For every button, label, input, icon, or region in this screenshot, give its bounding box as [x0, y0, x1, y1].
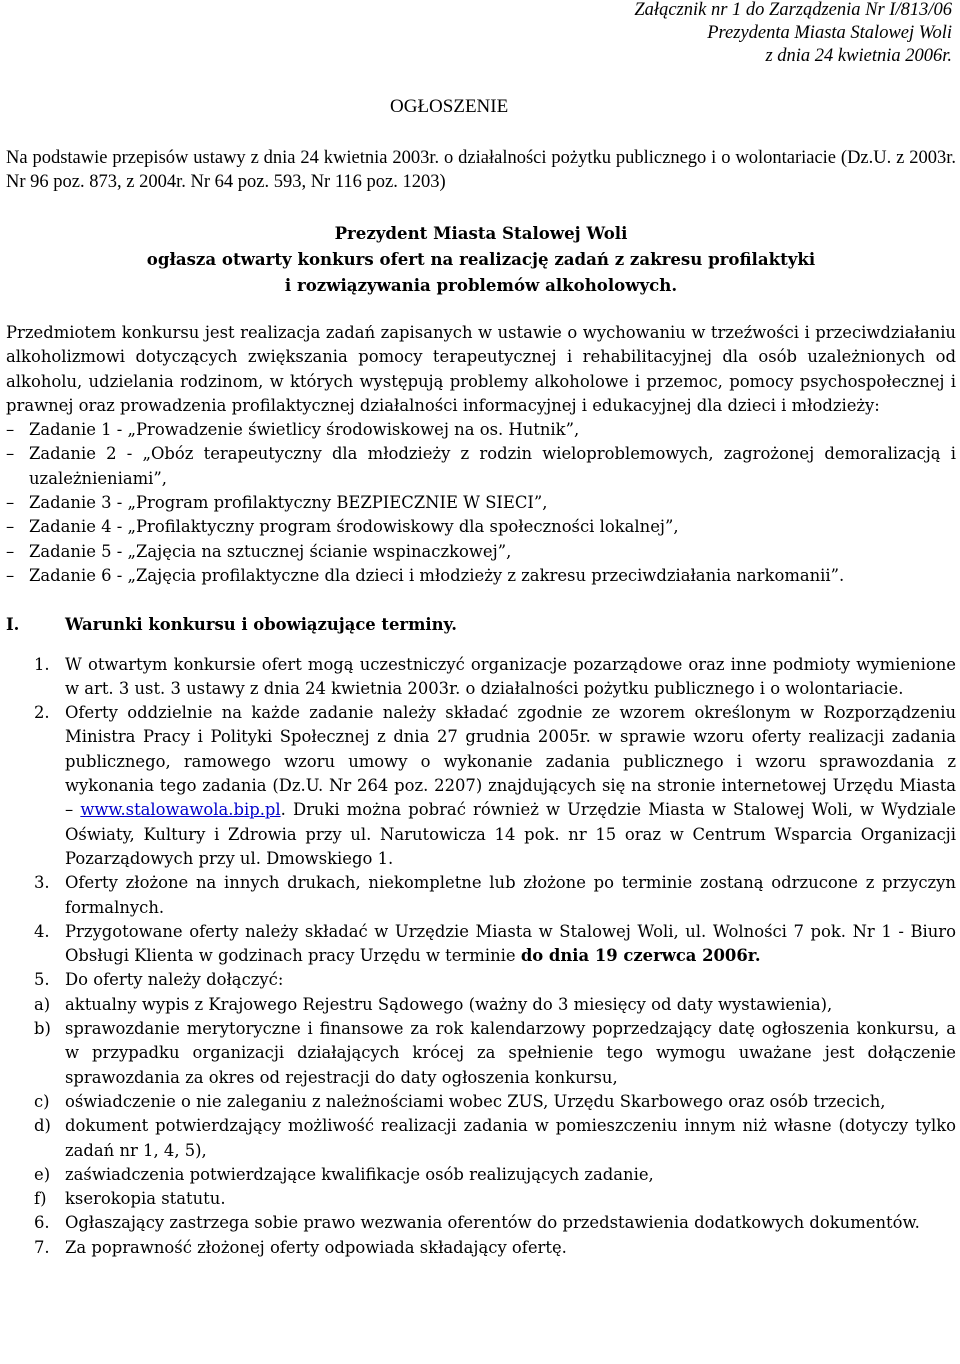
item-marker: f) [34, 1189, 47, 1209]
list-item [6, 491, 956, 515]
item-text: kserokopia statutu. [65, 1189, 226, 1209]
item-text: Ogłaszający zastrzega sobie prawo wezwania oferentów do przedstawienia dodatkowych dokumentów. [65, 1213, 920, 1233]
dash-marker: – [6, 517, 15, 537]
list-item [6, 920, 956, 969]
task-text: Zadanie 2 - „Obóz terapeutyczny dla młodzieży z rodzin wieloproblemowych, zagrożonej demoralizacją i uzależnieniami”, [29, 444, 956, 488]
annex-note [634, 0, 952, 68]
dash-marker: – [6, 420, 15, 440]
task-list [6, 418, 956, 588]
task-text: Zadanie 3 - „Program profilaktyczny BEZPIECZNIE W SIECI”, [29, 493, 548, 513]
announcement-line-3: i rozwiązywania problemów alkoholowych. [284, 275, 678, 295]
annex-line-2: Prezydenta Miasta Stalowej Woli [707, 23, 952, 43]
item-text: sprawozdanie merytoryczne i finansowe za rok kalendarzowy poprzedzający datę ogłoszenia konkursu, a w przypadku organizacji działających krócej za spełnienie tego wymogu uważane jest dołączenie sprawozdania za okres od rejestracji do daty ogłoszenia konkursu, [65, 1019, 956, 1087]
item-marker: b) [34, 1019, 51, 1039]
list-item [6, 701, 956, 871]
list-item [6, 540, 956, 564]
item-text: zaświadczenia potwierdzające kwalifikacje osób realizujących zadanie, [65, 1164, 654, 1184]
item-marker: 4. [34, 921, 50, 941]
task-text: Zadanie 6 - „Zajęcia profilaktyczne dla dzieci i młodzieży z zakresu przeciwdziałania narkomanii”. [29, 565, 845, 585]
item-text: Oferty złożone na innych drukach, niekompletne lub złożone po terminie zostaną odrzucone z przyczyn formalnych. [65, 873, 956, 917]
item-text-continued: . Druki można pobrać również w Urzędzie Miasta w Stalowej Woli, w Wydziale Oświaty, Kultury i Zdrowia przy ul. Narutowicza 14 pok. nr 15 oraz w Centrum Wsparcia Organizacji Pozarządowych przy ul. Dmowskiego 1. [65, 800, 957, 868]
section-title: Warunki konkursu i obowiązujące terminy. [65, 615, 457, 635]
list-item [6, 1163, 956, 1187]
task-text: Zadanie 4 - „Profilaktyczny program środowiskowy dla społeczności lokalnej”, [29, 517, 679, 537]
item-marker: 1. [34, 654, 50, 674]
item-marker: a) [34, 994, 51, 1014]
item-text: Przygotowane oferty należy składać w Urzędzie Miasta w Stalowej Woli, ul. Wolności 7 pok. Nr 1 - Biuro Obsługi Klienta w godzinach pracy Urzędu w terminie [65, 921, 956, 966]
list-item [6, 1090, 956, 1114]
list-item [6, 564, 956, 588]
list-item [6, 871, 956, 920]
item-text: Za poprawność złożonej oferty odpowiada składający ofertę. [65, 1237, 567, 1257]
section-number: I. [6, 615, 20, 635]
task-text: Zadanie 1 - „Prowadzenie świetlicy środowiskowej na os. Hutnik”, [29, 420, 580, 440]
list-item [6, 993, 956, 1017]
announcement-line-1: Prezydent Miasta Stalowej Woli [334, 223, 628, 243]
list-item [6, 418, 956, 442]
item-marker: 3. [34, 873, 50, 893]
list-item [6, 968, 956, 992]
item-marker: d) [34, 1116, 51, 1136]
item-text: Oferty oddzielnie na każde zadanie należy składać zgodnie ze wzorem określonym w Rozporządzeniu Ministra Pracy i Polityki Społecznej z dnia 27 grudnia 2005r. w sprawie wzoru oferty realizacji zadania publicznego, ramowego wzoru umowy o wykonanie zadania publicznego i wzoru sprawozdania z wykonania tego zadania (Dz.U. Nr 264 poz. 2207) znajdujących się na stronie internetowej Urzędu Miasta – [65, 703, 956, 820]
list-item [6, 1017, 956, 1090]
item-marker: 7. [34, 1237, 50, 1257]
dash-marker: – [6, 493, 15, 513]
dash-marker: – [6, 565, 15, 585]
list-item [6, 515, 956, 539]
list-item [6, 653, 956, 702]
list-item [6, 1187, 956, 1211]
item-marker: 2. [34, 703, 50, 723]
item-text: aktualny wypis z Krajowego Rejestru Sądowego (ważny do 3 miesięcy od daty wystawienia), [65, 994, 833, 1014]
item-marker: 6. [34, 1213, 50, 1233]
task-text: Zadanie 5 - „Zajęcia na sztucznej ścianie wspinaczkowej”, [29, 541, 512, 561]
item-text: oświadczenie o nie zaleganiu z należnościami wobec ZUS, Urzędu Skarbowego oraz osób trzecich, [65, 1091, 886, 1111]
list-item [6, 1236, 956, 1260]
item-text: Do oferty należy dołączyć: [65, 970, 284, 990]
subject-paragraph: Przedmiotem konkursu jest realizacja zadań zapisanych w ustawie o wychowaniu w trzeźwości i przeciwdziałaniu alkoholizmowi dotyczących zwiększania pomocy terapeutycznej i rehabilitacyjnej dla osób uzależnionych od alkoholu, udzielania rodzinom, w których występują problemy alkoholowe i przemoc, pomocy psychospołecznej i prawnej oraz prowadzenia profilaktycznej działalności informacyjnej i edukacyjnej dla dzieci i młodzieży: [6, 323, 956, 415]
document-body [6, 321, 956, 1260]
list-item [6, 1114, 956, 1163]
item-text: dokument potwierdzający możliwość realizacji zadania w pomieszczeniu innym niż własne (dotyczy tylko zadań nr 1, 4, 5), [65, 1116, 956, 1160]
announcement-line-2: ogłasza otwarty konkurs ofert na realizację zadań z zakresu profilaktyki [146, 249, 816, 269]
item-marker: e) [34, 1164, 51, 1184]
dash-marker: – [6, 541, 15, 561]
list-item [6, 1211, 956, 1235]
section-heading [6, 613, 956, 637]
item-marker: 5. [34, 970, 50, 990]
deadline-date: do dnia 19 czerwca 2006r. [520, 946, 761, 966]
legal-basis-paragraph: Na podstawie przepisów ustawy z dnia 24 kwietnia 2003r. o działalności pożytku publicznego i o wolontariacie (Dz.U. z 2003r. Nr 96 poz. 873, z 2004r. Nr 64 poz. 593, Nr 116 poz. 1203) [6, 148, 956, 192]
document-heading: OGŁOSZENIE [390, 96, 509, 117]
annex-line-3: z dnia 24 kwietnia 2006r. [765, 46, 952, 66]
item-text: W otwartym konkursie ofert mogą uczestniczyć organizacje pozarządowe oraz inne podmioty wymienione w art. 3 ust. 3 ustawy z dnia 24 kwietnia 2003r. o działalności pożytku publicznego i o wolontariacie. [65, 654, 956, 698]
conditions-list [6, 653, 956, 1260]
item-marker: c) [34, 1091, 50, 1111]
annex-line-1: Załącznik nr 1 do Zarządzenia Nr I/813/06 [634, 0, 952, 20]
announcement-block [6, 220, 956, 298]
dash-marker: – [6, 444, 15, 464]
bip-website-link[interactable]: www.stalowawola.bip.pl [80, 800, 281, 820]
list-item [6, 442, 956, 491]
